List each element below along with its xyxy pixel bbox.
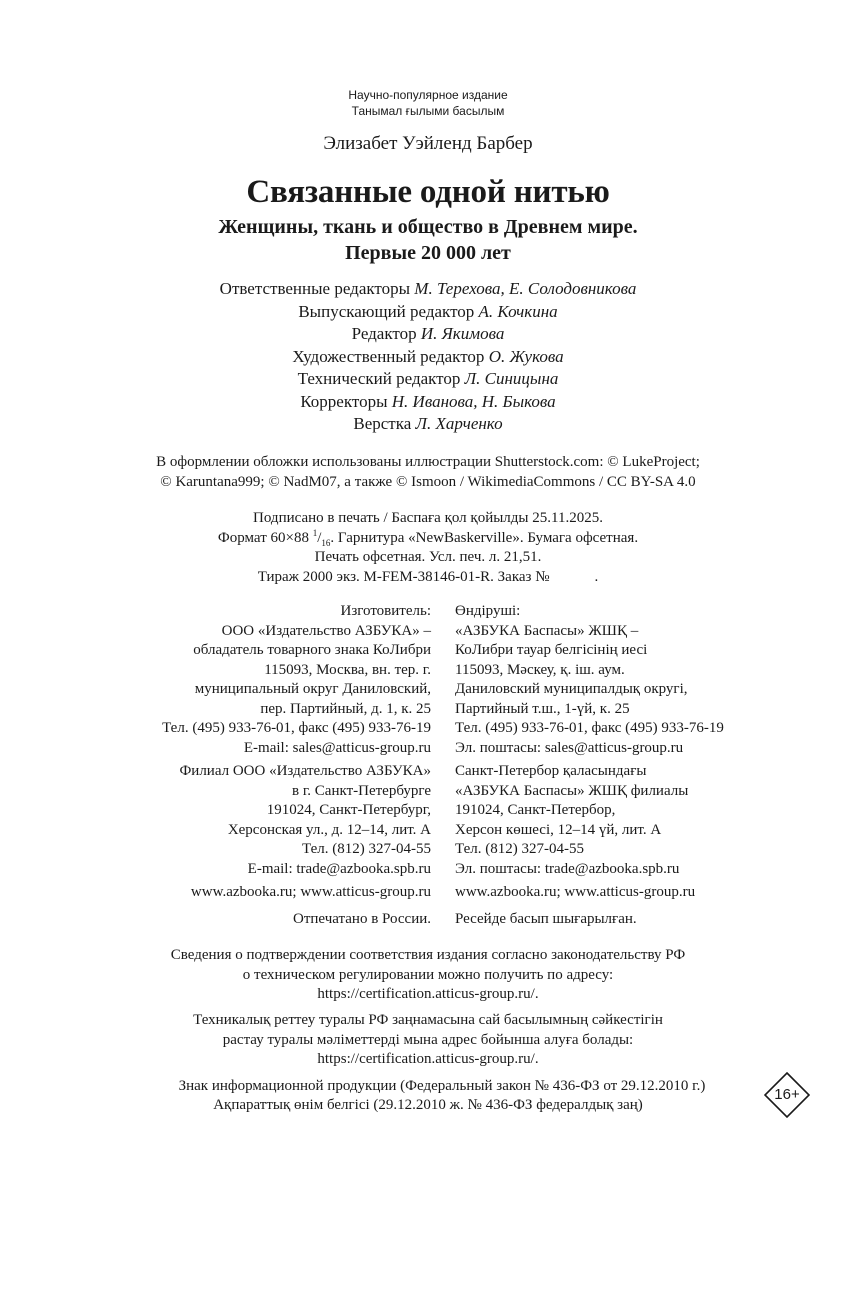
credit-names: Л. Синицына	[464, 369, 559, 388]
certification-ru: Сведения о подтверждении соответствия издания согласно законодательству РФ о техническом регулировании можно получить по адресу: https://certification.atticus-group.ru/.	[0, 946, 856, 1005]
credit-names: Л. Харченко	[415, 414, 503, 433]
email-link: Эл. поштасы: sales@atticus-group.ru	[455, 739, 684, 756]
info-sign-ru: Знак информационной продукции (Федеральный закон № 436-ФЗ от 29.12.2010 г.)	[178, 1078, 706, 1094]
credit-line	[0, 346, 856, 369]
credit-names: А. Кочкина	[478, 301, 558, 321]
credit-role: Верстка	[353, 414, 416, 433]
publisher-ru: Изготовитель: ООО «Издательство АЗБУКА» – обладатель товарного знака КоЛибри 115093, Москва, вн. тер. г. муниципальный округ Даниловский, пер. Партийный, д. 1, к. 25 Тел. (495) 933-76-01, факс (495) 933-76-19 E-mail: sales@atticus-group.ru	[162, 602, 431, 758]
credit-names: О. Жукова	[488, 346, 564, 366]
printing-line: Печать офсетная. Усл. печ. л. 21,51.	[314, 549, 542, 565]
credits-block	[0, 278, 856, 436]
publisher-kz: Өндіруші: «АЗБУКА Баспасы» ЖШҚ – КоЛибри тауар белгісінің иесі 115093, Мәскеу, қ. іш. аум. Даниловский муниципалдық округі, Партийный т.ш., 1-үй, к. 25 Тел. (495) 933-76-01, факс (495) 933-76-19 Эл. поштасы: sales@atticus-group.ru	[455, 602, 724, 758]
email-link: E-mail: sales@atticus-group.ru	[243, 739, 431, 756]
credit-line	[0, 278, 856, 301]
certification-kz: Техникалық реттеу туралы РФ заңнамасына сай басылымның сәйкестігін растау туралы мәліметтерді мына адрес бойынша алуға болады: https://certification.atticus-group.ru/.	[0, 1011, 856, 1070]
website-kz: www.azbooka.ru; www.atticus-group.ru	[455, 884, 696, 900]
signed-to-print: Подписано в печать / Баспаға қол қойылды 25.11.2025.	[253, 510, 603, 526]
email-link: Эл. поштасы: trade@azbooka.spb.ru	[455, 860, 680, 877]
credit-line	[0, 413, 856, 436]
credit-role: Редактор	[351, 324, 421, 343]
format-line: Формат 60×88 $^1/_{16}$. Гарнитура «NewBaskerville». Бумага офсетная.	[217, 527, 639, 548]
credit-line	[0, 391, 856, 414]
credit-line	[0, 323, 856, 346]
cover-illustrations	[0, 453, 856, 492]
credit-role: Художественный редактор	[292, 346, 489, 366]
info-sign-kz: Ақпараттық өнім белгісі (29.12.2010 ж. № 436-ФЗ федералдық заң)	[213, 1097, 643, 1113]
age-rating-badge	[764, 1072, 810, 1118]
book-subtitle-line1: Женщины, ткань и общество в Древнем мире.	[218, 216, 638, 238]
run-line: Тираж 2000 экз. M-FEM-38146-01-R. Заказ № .	[257, 568, 599, 585]
certification-url: https://certification.atticus-group.ru/.	[317, 986, 539, 1002]
credit-role: Корректоры	[300, 391, 392, 411]
email-link: E-mail: trade@azbooka.spb.ru	[247, 860, 431, 877]
author-name: Элизабет Уэйленд Барбер	[323, 133, 533, 154]
credit-names: М. Терехова, Е. Солодовникова	[414, 279, 637, 298]
credit-role: Выпускающий редактор	[298, 301, 479, 321]
certification-url: https://certification.atticus-group.ru/.	[317, 1051, 539, 1067]
edition-type-ru: Научно-популярное издание	[348, 88, 508, 102]
book-subtitle-line2: Первые 20 000 лет	[345, 242, 511, 264]
credit-names: Н. Иванова, Н. Быкова	[391, 391, 556, 411]
cover-line: © Karuntana999; © NadM07, а также © Ismoon / WikimediaCommons / CC BY-SA 4.0	[160, 473, 696, 490]
age-rating-text: 16+	[774, 1086, 800, 1103]
credit-names: И. Якимова	[420, 324, 505, 343]
book-title: Связанные одной нитью	[246, 174, 610, 210]
website-ru: www.azbooka.ru; www.atticus-group.ru	[190, 884, 431, 900]
printed-in-ru: Отпечатано в России.	[293, 911, 431, 927]
credit-role: Технический редактор	[297, 369, 465, 388]
branch-kz: Санкт-Петербор қаласындағы «АЗБУКА Баспасы» ЖШҚ филиалы 191024, Санкт-Петербор, Херсон көшесі, 12–14 үй, лит. А Тел. (812) 327-04-55 Эл. поштасы: trade@azbooka.spb.ru	[455, 762, 688, 879]
branch-ru: Филиал ООО «Издательство АЗБУКА» в г. Санкт-Петербурге 191024, Санкт-Петербург, Херсонская ул., д. 12–14, лит. А Тел. (812) 327-04-55 E-mail: trade@azbooka.spb.ru	[179, 762, 431, 879]
credit-line	[0, 301, 856, 324]
credit-line	[0, 368, 856, 391]
printed-in-kz: Ресейде басып шығарылған.	[455, 911, 637, 927]
credit-role: Ответственные редакторы	[219, 279, 415, 298]
edition-type-kz: Танымал ғылыми басылым	[351, 104, 505, 118]
print-info	[0, 509, 856, 587]
cover-line: В оформлении обложки использованы иллюстрации Shutterstock.com: © LukeProject;	[156, 454, 700, 470]
